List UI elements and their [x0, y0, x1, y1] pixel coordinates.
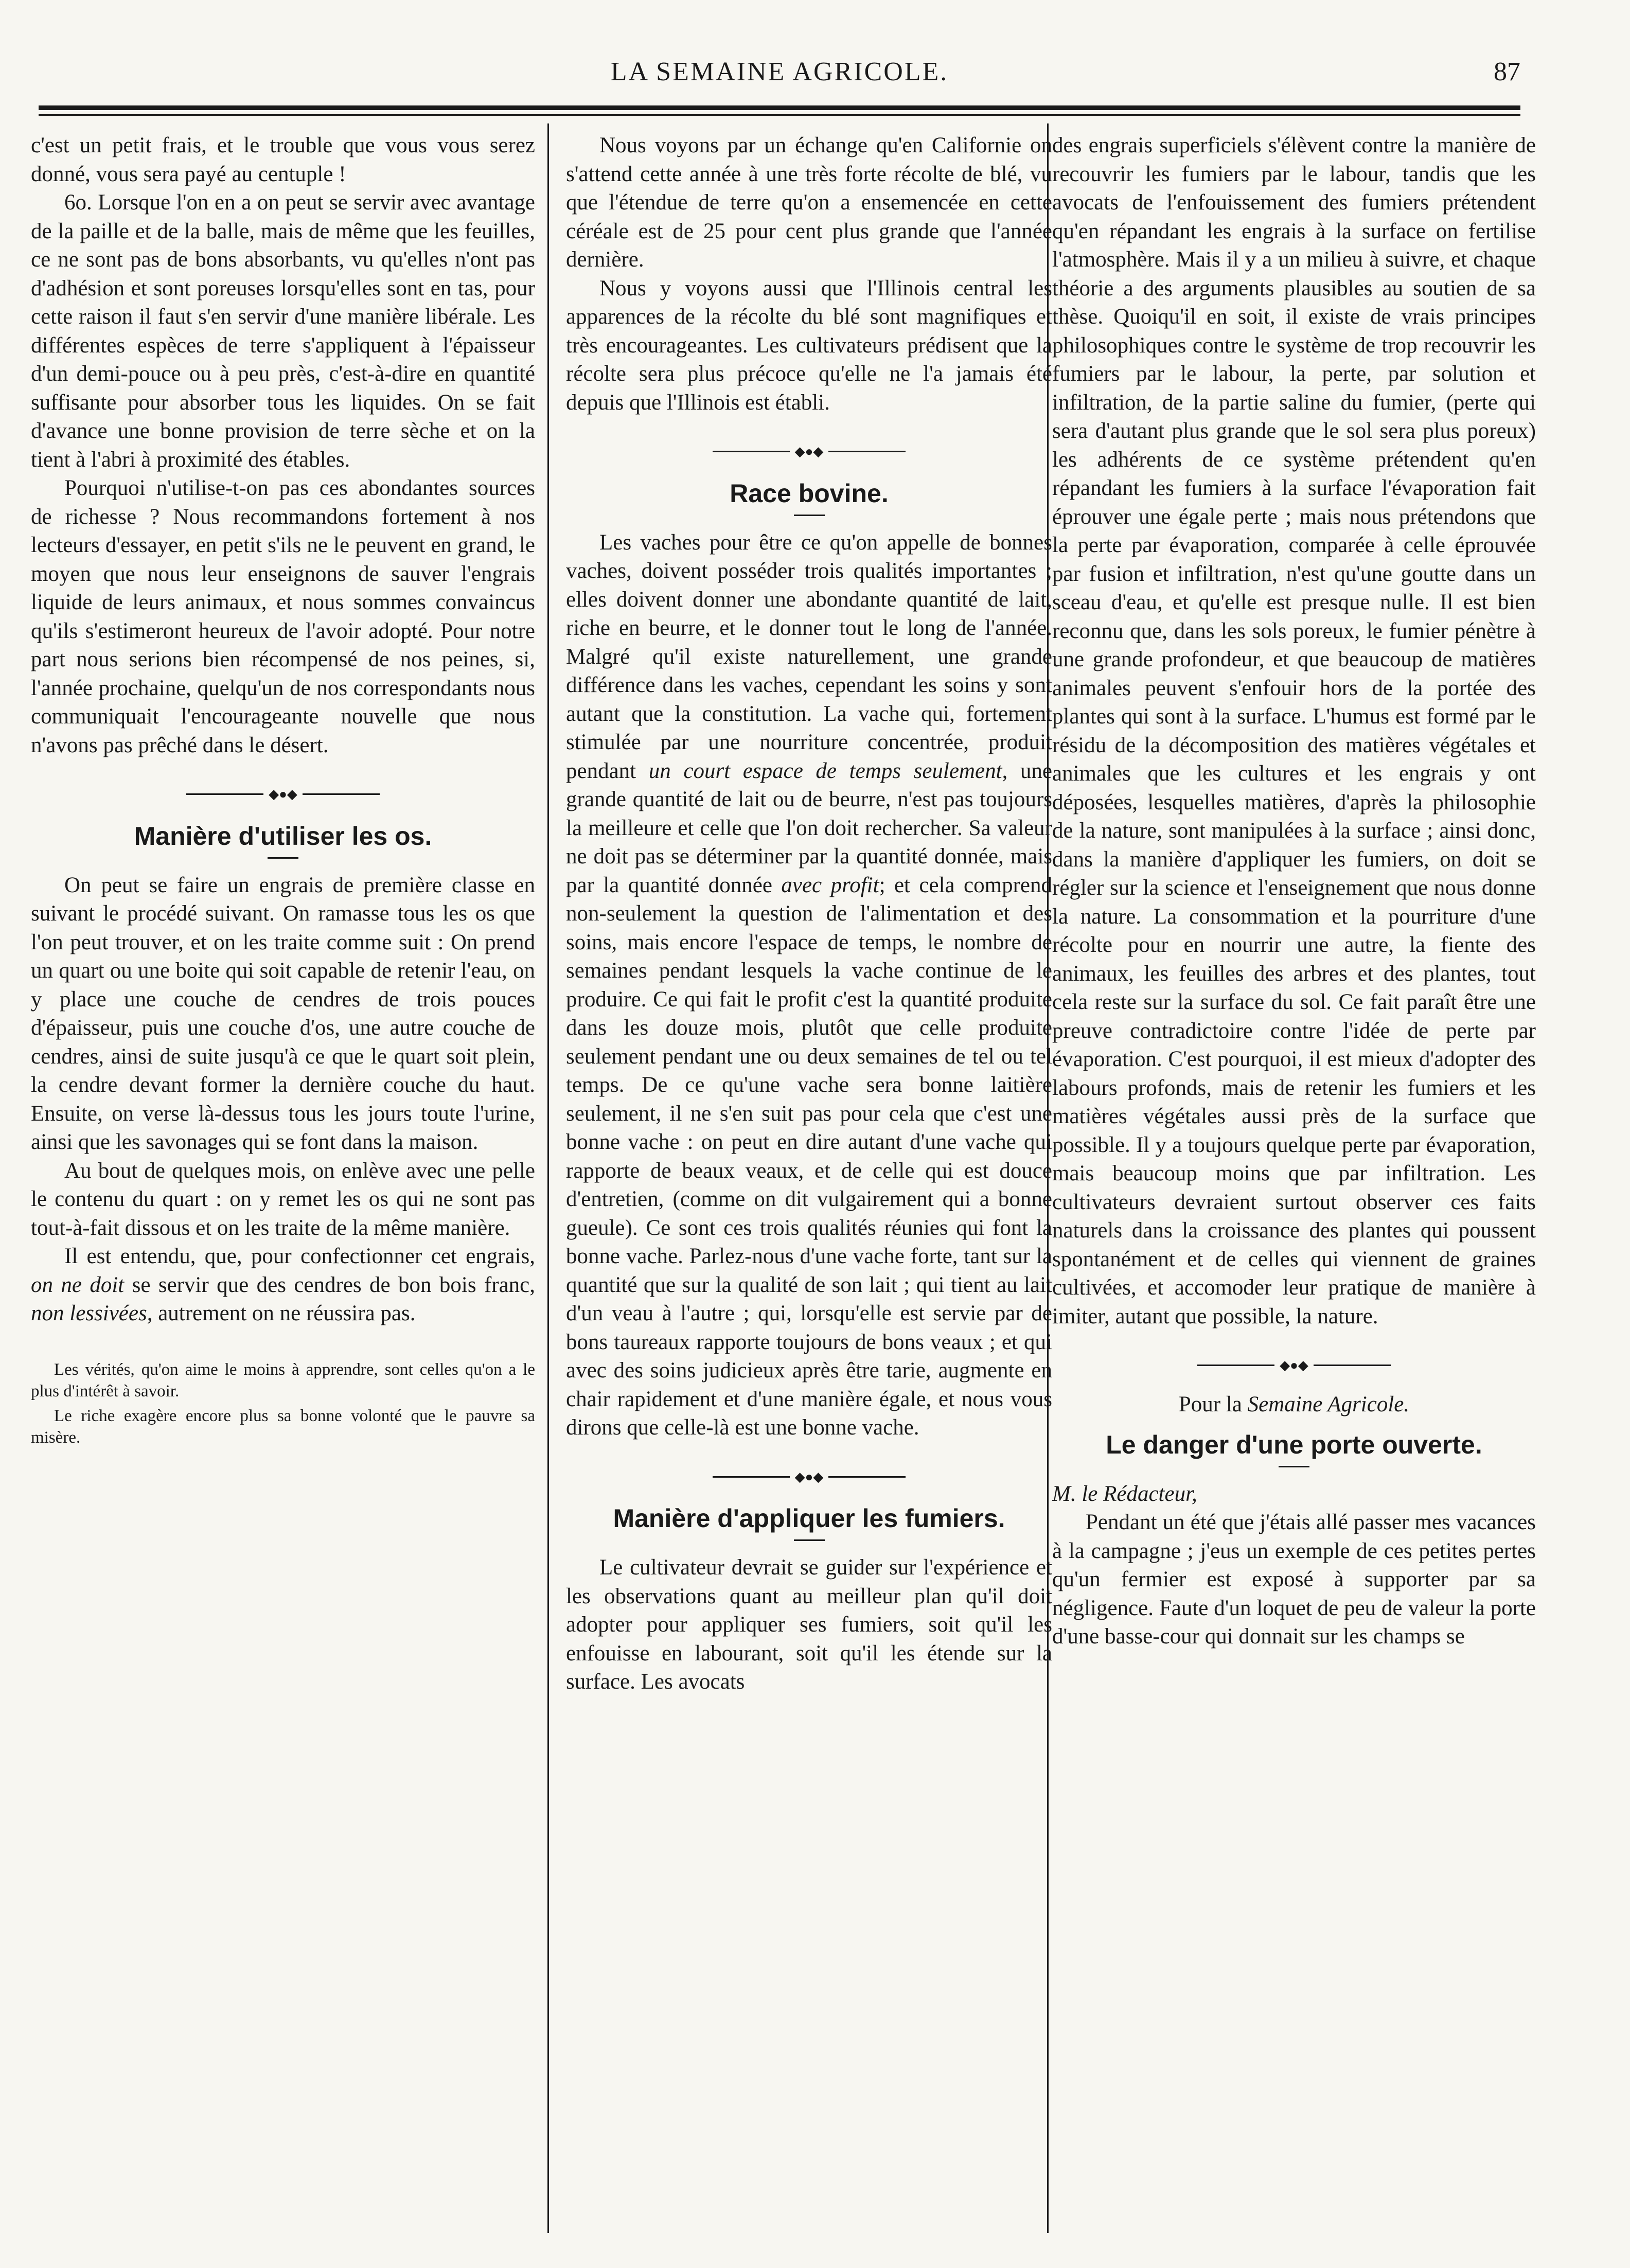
paragraph: Pourquoi n'utilise-t-on pas ces abondantes sources de richesse ? Nous recommandons fortement à nos lecteurs d'essayer, en petit s'ils ne le peuvent en grand, le moyen que nous leur enseignons de sauver l'engrais liquide de leurs animaux, et nous sommes convaincus qu'ils s'estimeront heureux de l'avoir adopté. Pour notre part nous serions bien récompensé de nos peines, si, l'année prochaine, quelqu'un de nos correspondants nous communiquait l'encourageante nouvelle que nous n'avons pas prêché dans le désert. — [31, 476, 535, 757]
paragraph: c'est un petit frais, et le trouble que vous vous serez donné, vous sera payé au centuple ! — [31, 133, 535, 186]
paragraph — [31, 1242, 535, 1328]
italic-text: non lessivées, — [31, 1301, 153, 1325]
section-title: Manière d'appliquer les fumiers. — [613, 1504, 1005, 1533]
text-run: une grande quantité de lait ou de beurre, n'est pas toujours la meilleure et celle que l'on doit rechercher. Sa valeur ne doit pas se déterminer par la quantité donnée, mais par la quantité donnée — [566, 758, 1052, 897]
salutation: M. le Rédacteur, — [1052, 1481, 1197, 1506]
title-dash — [794, 515, 825, 516]
italic-text: Semaine Agricole. — [1247, 1392, 1410, 1416]
title-dash — [268, 857, 298, 859]
paragraph: des engrais superficiels s'élèvent contre la manière de recouvrir les fumiers par le labour, tandis que les avocats de l'enfouissement des fumiers prétendent qu'en répandant les engrais à la surface on fertilise l'atmosphère. Mais il y a un milieu à suivre, et chaque théorie a des arguments plausibles au soutien de sa thèse. Quoiqu'il en soit, il existe de vrais principes philosophiques contre le système de trop recouvrir les fumiers par le labour, la perte, par solution et infiltration, de la partie saline du fumier, (perte qui sera d'autant plus grande que le sol sera plus poreux) les adhérents de ce système prétendent qu'en répandant les fumiers à la surface l'évaporation fait éprouver une égale perte ; mais nous prétendons que la perte par évaporation, comparée à celle éprouvée par fusion et infiltration, n'est qu'une goutte dans un sceau d'eau, et qu'elle est presque nulle. Il est bien reconnu que, dans les sols poreux, le fumier pénètre à une grande profondeur, et que beaucoup de matières animales peuvent s'enfouir hors de la portée des plantes qui sont à la surface. L'humus est formé par le résidu de la décomposition des matières végétales et animales que les cultures et les engrais y ont déposées, lesquelles matières, d'après la philosophie de la nature, sont manipulées à la surface ; ainsi donc, dans la manière d'appliquer les fumiers, on doit se régler sur la science et l'enseignement que nous donne la nature. La consommation et la pourriture d'une récolte pour en nourrir une autre, la fiente des animaux, les feuilles des arbres et des plantes, tout cela reste sur la surface du sol. Ce fait paraît être une preuve contradictoire contre l'idée de perte par évaporation. C'est pourquoi, il est mieux d'adopter des labours profonds, mais de retenir les fumiers et les matières végétales aussi près de la surface que possible. Il y a toujours quelque perte par évaporation, mais beaucoup moins que par infiltration. Les cultivateurs devraient surtout observer ces faits naturels dans la croissance des plantes qui poussent spontanément et de celles qui viennent de graines cultivées, et accomoder leur pratique de manière à imiter, autant que possible, la nature. — [1052, 133, 1536, 1328]
text-run: Les vaches pour être ce qu'on appelle de bonnes vaches, doivent posséder trois qualités importantes ; elles doivent donner une abondante quantité de lait, riche en beurre, et le donner tout le long de l'année. Malgré qu'il existe naturellement, une grande différence dans les vaches, cependant les soins y sont autant que la constitution. La vache qui, fortement stimulée par une nourriture concentrée, produit pendant — [566, 530, 1052, 783]
page-header — [39, 57, 1520, 98]
italic-text: on ne doit — [31, 1272, 125, 1297]
section-title: Le danger d'une porte ouverte. — [1106, 1430, 1482, 1459]
text-run: ; et cela comprend non-seulement la question de l'alimentation et des soins, mais encore l'espace de temps, le nombre de semaines pendant lesquels la vache continue de le produire. Ce qui fait le profit c'est la quantité produite dans les douze mois, plutôt que celle produite seulement pendant une ou deux semaines de tel ou tel temps. De ce qu'une vache sera bonne laitière seulement, il ne s'en suit pas pour cela que c'est une bonne vache : on peut en dire autant d'une vache qui rapporte de beaux veaux, et de celle qui est douce d'entretien, (comme on dit vulgairement qui a bonne gueule). Ce sont ces trois qualités réunies qui font la bonne vache. Parlez-nous d'une vache forte, tant sur la quantité que sur la qualité de son lait ; qui tient au lait d'un veau à l'autre ; qui, lorsqu'elle est servie par de bons taureaux rapporte toujours de bons veaux ; et qui avec des soins judicieux après être tarie, augmente en chair rapidement et d'une manière égale, et nous vous dirons que celle-là est une bonne vache. — [566, 873, 1052, 1440]
paragraph: Nous y voyons aussi que l'Illinois central les apparences de la récolte du blé sont magnifiques et très encourageantes. Les cultivateurs prédisent que la récolte sera plus précoce qu'elle ne l'a jamais été depuis que l'Illinois est établi. — [566, 276, 1052, 415]
publication-title: LA SEMAINE AGRICOLE. — [610, 57, 949, 86]
italic-text: un court espace de temps seulement, — [648, 758, 1008, 783]
italic-text: avec profit — [781, 873, 879, 897]
text-run: autrement on ne réussira pas. — [158, 1301, 416, 1325]
section-ornament: ◆●◆ — [566, 1463, 1052, 1492]
article-source-line — [1052, 1390, 1536, 1419]
paragraph: Pendant un été que j'étais allé passer mes vacances à la campagne ; j'eus un exemple de ces petites pertes qu'un fermier est exposé à supporter par sa négligence. Faute d'un loquet de peu de valeur la porte d'une basse-cour qui donnait sur les champs se — [1052, 1510, 1536, 1649]
title-dash — [1279, 1466, 1309, 1467]
footnotes — [31, 1359, 535, 1448]
text-run: Il est entendu, que, pour confectionner cet engrais, — [64, 1244, 535, 1268]
header-rule-thick — [39, 105, 1520, 110]
paragraph: 6o. Lorsque l'on en a on peut se servir avec avantage de la paille et de la balle, mais de même que les feuilles, ce ne sont pas de bons absorbants, vu qu'elles n'ont pas d'adhésion et sont poreuses lorsqu'elles sont en tas, pour cette raison il faut s'en servir d'une manière libérale. Les différentes espèces de terre s'appliquent à l'épaisseur d'un demi-pouce ou à peu près, c'est-à-dire en quantité suffisante pour absorber tous les liquides. On se fait d'avance une bonne provision de terre sèche et on la tient à l'abri à proximité des étables. — [31, 190, 535, 472]
section-ornament: ◆●◆ — [1052, 1351, 1536, 1380]
text-run: se servir que des cendres de bon bois franc, — [132, 1272, 535, 1297]
header-rule-thin — [39, 114, 1520, 116]
page-number: 87 — [1494, 57, 1520, 86]
column-2 — [566, 131, 1052, 2220]
section-ornament: ◆●◆ — [31, 780, 535, 809]
column-divider — [547, 123, 549, 2233]
footnote: Le riche exagère encore plus sa bonne volonté que le pauvre sa misère. — [31, 1406, 535, 1447]
column-3 — [1052, 131, 1536, 2220]
paragraph: Nous voyons par un échange qu'en Californie on s'attend cette année à une très forte récolte de blé, vu que l'étendue de terre qu'on a ensemencée en cette céréale est de 25 pour cent plus grande que l'année dernière. — [566, 133, 1052, 272]
column-1 — [31, 131, 535, 2220]
title-dash — [794, 1539, 825, 1541]
paragraph — [566, 528, 1052, 1442]
section-title: Race bovine. — [730, 479, 889, 508]
section-ornament: ◆●◆ — [566, 437, 1052, 466]
section-title: Manière d'utiliser les os. — [134, 821, 432, 850]
paragraph: Au bout de quelques mois, on enlève avec une pelle le contenu du quart : on y remet les os qui ne sont pas tout-à-fait dissous et on les traite de la même manière. — [31, 1158, 535, 1240]
paragraph: Le cultivateur devrait se guider sur l'expérience et les observations quant au meilleur plan qu'il doit adopter pour appliquer ses fumiers, soit qu'il les enfouisse en labourant, soit qu'il les étende sur la surface. Les avocats — [566, 1555, 1052, 1694]
text-run: Pour la — [1178, 1392, 1242, 1416]
footnote: Les vérités, qu'on aime le moins à apprendre, sont celles qu'on a le plus d'intérêt à savoir. — [31, 1360, 535, 1401]
paragraph: On peut se faire un engrais de première classe en suivant le procédé suivant. On ramasse tous les os que l'on peut trouver, et on les traite comme suit : On prend un quart ou une boite qui soit capable de retenir l'eau, on y place une couche de cendres de trois pouces d'épaisseur, puis une couche d'os, une autre couche de cendres, ainsi de suite jusqu'à ce que le quart soit plein, la cendre devant former la dernière couche du haut. Ensuite, on verse là-dessus tous les jours toute l'urine, ainsi que les savonages qui se font dans la maison. — [31, 873, 535, 1154]
